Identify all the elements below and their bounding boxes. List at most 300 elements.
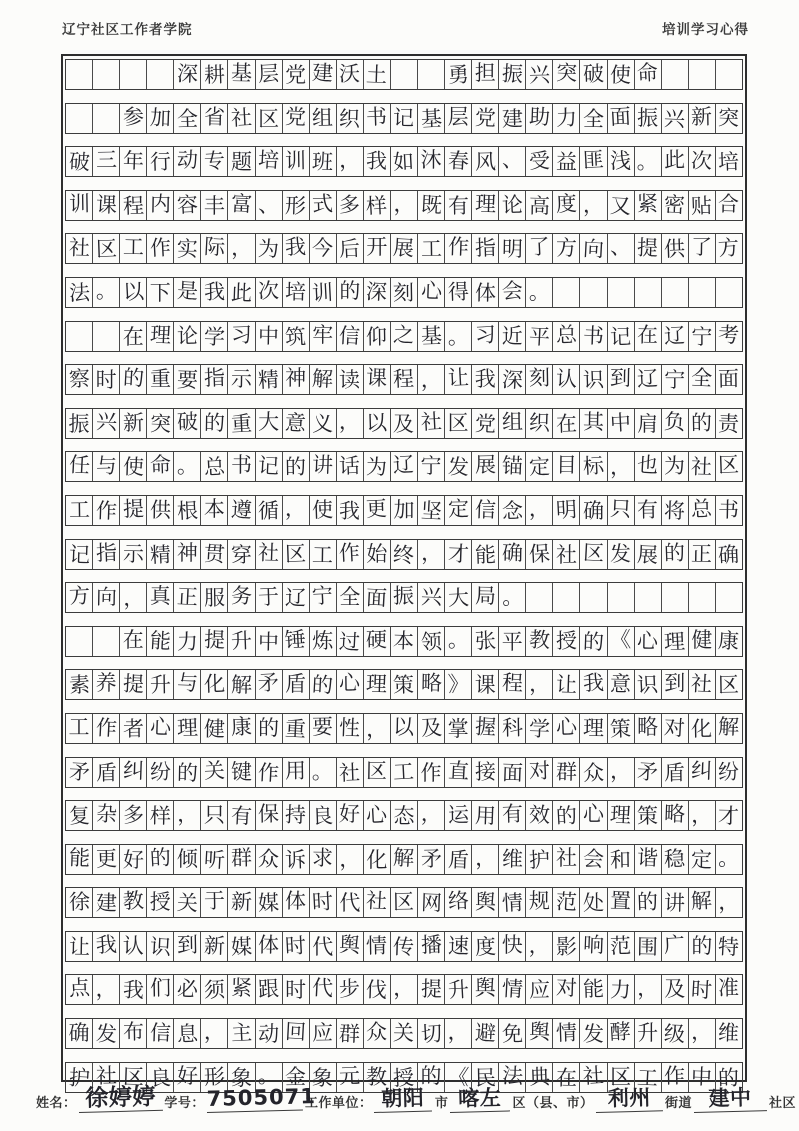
grid-cell [147, 670, 174, 699]
grid-cell [716, 845, 742, 874]
handwritten-char: 全 [690, 365, 714, 391]
grid-cell [93, 60, 120, 89]
grid-cell [445, 583, 472, 612]
grid-cell [120, 801, 147, 830]
handwritten-char: 心 [555, 714, 578, 740]
grid-cell [310, 670, 337, 699]
grid-cell [310, 278, 337, 307]
handwritten-char: 良 [149, 1065, 172, 1091]
handwritten-char: 刻 [528, 365, 551, 391]
grid-cell [201, 234, 228, 263]
handwritten-char: 让 [555, 672, 578, 698]
handwritten-char: 。 [447, 324, 469, 349]
grid-cell [310, 365, 337, 394]
handwritten-char: 确 [717, 541, 741, 568]
grid-cell [635, 670, 662, 699]
handwritten-char: 本 [203, 496, 225, 521]
handwritten-char: 受 [528, 148, 551, 174]
handwritten-char: 破 [176, 409, 199, 435]
handwritten-char: 培 [284, 279, 307, 305]
grid-cell [391, 365, 418, 394]
grid-cell [174, 322, 201, 351]
handwritten-char: 精 [149, 541, 172, 568]
handwritten-char: 我 [203, 279, 226, 305]
grid-cell [499, 670, 526, 699]
handwritten-char: ， [393, 191, 415, 216]
handwritten-char: 度 [474, 934, 497, 960]
handwritten-char: 心 [365, 802, 388, 828]
grid-cell [526, 714, 553, 743]
grid-cell [635, 147, 662, 176]
grid-cell [93, 888, 120, 917]
handwritten-char: 略 [637, 714, 659, 739]
handwritten-char: 确 [68, 1021, 90, 1046]
handwritten-char: 升 [230, 628, 253, 654]
handwritten-char: 有 [636, 497, 659, 523]
handwritten-char: 党 [284, 104, 307, 130]
grid-cell [716, 888, 742, 917]
grid-cell [635, 845, 662, 874]
grid-cell [445, 540, 472, 569]
handwritten-char: 担 [474, 61, 496, 85]
handwritten-char: 发 [94, 1021, 118, 1047]
handwritten-char: 更 [365, 496, 388, 522]
handwritten-char: 有 [447, 193, 469, 218]
grid-cell [256, 758, 283, 787]
grid-cell [418, 452, 445, 481]
grid-cell [499, 496, 526, 525]
grid-cell [228, 670, 255, 699]
handwritten-char: ， [528, 672, 551, 697]
name-label: 姓名： [36, 1095, 77, 1110]
handwritten-char: 体 [257, 932, 280, 958]
handwritten-char: 面 [365, 585, 388, 611]
grid-cell [337, 627, 364, 656]
grid-cell [499, 540, 526, 569]
grid-cell [472, 583, 499, 612]
handwritten-char: 真 [149, 584, 171, 609]
handwritten-char: 局 [474, 583, 496, 609]
grid-cell [256, 191, 283, 220]
grid-cell [662, 452, 689, 481]
grid-cell [283, 365, 310, 394]
grid-cell [310, 845, 337, 874]
grid-cell [283, 670, 310, 699]
grid-cell [418, 975, 445, 1004]
handwritten-char: 速 [447, 933, 469, 959]
grid-cell [364, 234, 391, 263]
handwritten-char: 理 [149, 322, 172, 348]
grid-cell [445, 888, 472, 917]
handwritten-char: 深 [176, 61, 199, 87]
handwritten-char: 作 [95, 715, 118, 741]
handwritten-char: 坚 [419, 498, 443, 524]
handwritten-char: 中 [609, 410, 632, 436]
handwritten-char: 肩 [637, 411, 659, 436]
grid-cell [120, 234, 147, 263]
grid-cell [174, 60, 201, 89]
grid-cell [472, 932, 499, 961]
handwritten-char: 解 [230, 673, 253, 698]
handwritten-char: 宁 [311, 583, 334, 609]
handwritten-char: 复 [68, 803, 90, 829]
grid-row [65, 190, 743, 221]
grid-cell [445, 409, 472, 438]
handwritten-char: 范 [555, 889, 578, 915]
grid-cell [472, 1019, 499, 1048]
handwritten-char: 应 [528, 978, 551, 1003]
handwritten-char: 根 [176, 498, 199, 524]
grid-cell [526, 147, 553, 176]
handwritten-char: 法 [68, 280, 90, 306]
handwritten-char: 以 [365, 410, 388, 436]
grid-cell [499, 234, 526, 263]
grid-cell [580, 627, 607, 656]
handwritten-char: 富 [230, 191, 253, 217]
handwritten-char: 层 [257, 61, 280, 87]
grid-cell [445, 278, 472, 307]
grid-row [65, 59, 743, 90]
handwritten-char: 书 [365, 104, 388, 129]
handwritten-char: 训 [311, 280, 334, 306]
grid-cell [608, 801, 635, 830]
grid-cell [337, 452, 364, 481]
grid-cell [608, 496, 635, 525]
handwritten-char: 破 [67, 149, 91, 175]
handwritten-char: 基 [420, 323, 442, 348]
grid-cell [662, 845, 689, 874]
grid-cell [689, 496, 716, 525]
grid-cell [635, 975, 662, 1004]
grid-cell [608, 540, 635, 569]
grid-cell [228, 234, 255, 263]
grid-cell [228, 322, 255, 351]
handwritten-char: 的 [122, 365, 145, 391]
grid-cell [445, 932, 472, 961]
handwritten-char: 运 [447, 802, 469, 828]
handwritten-char: 授 [149, 890, 171, 915]
grid-row [65, 408, 743, 439]
grid-cell [364, 627, 391, 656]
grid-cell [256, 278, 283, 307]
handwritten-char: 精 [257, 367, 280, 393]
grid-cell [66, 452, 93, 481]
handwritten-char: ， [690, 802, 713, 828]
handwritten-char: 锤 [284, 627, 307, 653]
grid-row [65, 495, 743, 526]
handwritten-char: ， [528, 933, 551, 959]
handwritten-char: 示 [122, 541, 144, 566]
handwritten-char: 责 [717, 411, 740, 437]
grid-cell [580, 932, 607, 961]
grid-cell [256, 365, 283, 394]
grid-cell [445, 452, 472, 481]
grid-cell [499, 627, 526, 656]
handwritten-char: 省 [203, 104, 226, 129]
grid-cell [201, 278, 228, 307]
community-value: 建中 [693, 1084, 767, 1113]
grid-cell [635, 801, 662, 830]
grid-cell [228, 714, 255, 743]
handwritten-char: 丰 [203, 193, 225, 218]
grid-cell [283, 975, 310, 1004]
handwritten-char: 织 [338, 106, 361, 131]
handwritten-char: 展 [392, 235, 416, 261]
handwritten-char: 的 [339, 278, 361, 303]
grid-cell [201, 365, 228, 394]
handwritten-char: 义 [312, 411, 334, 436]
handwritten-char: 群 [230, 845, 253, 870]
handwritten-char: 须 [203, 978, 226, 1003]
handwritten-char: 习 [474, 322, 497, 348]
handwritten-char: ， [474, 845, 497, 871]
handwritten-char: 我 [284, 235, 307, 260]
handwritten-char: 工 [68, 714, 90, 739]
grid-cell [201, 1019, 228, 1048]
handwritten-char: 发 [446, 454, 470, 480]
handwritten-char: 工 [420, 237, 442, 262]
grid-cell [472, 670, 499, 699]
handwritten-char: 有 [501, 801, 524, 827]
handwritten-char: 正 [691, 541, 713, 566]
grid-cell [120, 365, 147, 394]
grid-cell [391, 452, 418, 481]
grid-cell [499, 714, 526, 743]
handwritten-char: 社 [690, 454, 713, 480]
grid-cell [580, 60, 607, 89]
grid-cell [716, 104, 742, 133]
handwritten-char: 区 [284, 541, 307, 566]
grid-cell [662, 104, 689, 133]
grid-cell [66, 932, 93, 961]
handwritten-char: 展 [474, 453, 496, 478]
handwritten-char: 作 [95, 498, 118, 524]
grid-cell [662, 496, 689, 525]
handwritten-char: 筑 [284, 324, 307, 350]
grid-cell [580, 714, 607, 743]
handwritten-char: 在 [555, 411, 578, 437]
handwritten-char: 浅 [610, 149, 632, 174]
grid-cell [201, 191, 228, 220]
handwritten-char: 护 [528, 847, 551, 873]
grid-cell [364, 583, 391, 612]
handwritten-char: 讲 [311, 452, 334, 478]
handwritten-char: 响 [582, 932, 605, 958]
grid-cell [174, 1019, 201, 1048]
handwritten-char: ， [338, 409, 361, 435]
grid-cell [120, 627, 147, 656]
grid-cell [201, 670, 228, 699]
grid-cell [526, 234, 553, 263]
handwritten-char: 识 [636, 672, 659, 698]
handwritten-char: 。 [95, 278, 117, 304]
grid-cell [93, 932, 120, 961]
grid-cell [418, 801, 445, 830]
grid-cell [283, 801, 310, 830]
grid-cell [689, 365, 716, 394]
grid-cell [93, 540, 120, 569]
grid-cell [201, 496, 228, 525]
grid-cell [499, 409, 526, 438]
handwritten-char: 明 [501, 237, 523, 262]
handwritten-char: 耕 [203, 62, 226, 88]
handwritten-char: 社 [555, 845, 577, 870]
handwritten-char: 织 [528, 410, 551, 436]
handwritten-char: 的 [176, 760, 199, 785]
grid-cell [418, 845, 445, 874]
grid-cell [337, 845, 364, 874]
handwritten-char: 纷 [717, 759, 740, 784]
grid-cell [608, 583, 635, 612]
grid-cell [391, 1019, 418, 1048]
grid-cell [526, 801, 553, 830]
handwritten-char: 主 [230, 1020, 253, 1046]
handwritten-char: 才 [447, 541, 470, 566]
handwritten-char: 教 [528, 627, 551, 653]
grid-cell [445, 365, 472, 394]
handwritten-char: 策 [609, 716, 632, 742]
handwritten-char: 突 [718, 105, 740, 130]
grid-cell [445, 104, 472, 133]
handwritten-char: 信 [338, 323, 361, 349]
handwritten-char: 步 [339, 977, 361, 1002]
grid-cell [662, 670, 689, 699]
handwritten-char: 保 [528, 540, 551, 567]
grid-cell [283, 583, 310, 612]
grid-cell [716, 670, 742, 699]
handwritten-char: 纠 [122, 758, 145, 783]
handwritten-char: 领 [420, 629, 442, 655]
handwritten-char: 之 [393, 322, 415, 347]
grid-cell [526, 1019, 553, 1048]
handwritten-char: 指 [203, 365, 226, 391]
handwritten-char: 方 [717, 235, 740, 261]
grid-cell [283, 278, 310, 307]
handwritten-char: 接 [474, 759, 496, 784]
handwritten-char: 兴 [420, 584, 442, 610]
handwritten-char: 命 [636, 60, 659, 86]
grid-cell [228, 278, 255, 307]
grid-cell [553, 714, 580, 743]
grid-cell [174, 365, 201, 394]
handwritten-char: 区 [393, 890, 415, 915]
handwritten-char: ， [284, 496, 307, 522]
grid-cell [662, 278, 689, 307]
handwritten-char: 只 [203, 803, 225, 828]
handwritten-char: 信 [149, 1020, 172, 1046]
grid-cell [283, 627, 310, 656]
handwritten-char: 解 [690, 888, 713, 914]
grid-cell [553, 583, 580, 612]
grid-cell [472, 801, 499, 830]
grid-cell [120, 191, 147, 220]
handwritten-char: 及 [393, 411, 415, 436]
grid-cell [526, 322, 553, 351]
handwritten-char: 在 [122, 627, 144, 652]
grid-cell [716, 714, 742, 743]
handwritten-char: 穿 [230, 542, 253, 567]
grid-cell [608, 365, 635, 394]
handwritten-char: 组 [501, 409, 523, 434]
handwritten-char: 化 [366, 847, 388, 872]
grid-cell [93, 627, 120, 656]
grid-cell [418, 714, 445, 743]
grid-cell [580, 278, 607, 307]
handwritten-char: 中 [690, 1064, 713, 1090]
handwritten-char: 我 [366, 149, 388, 174]
handwritten-char: 目 [555, 453, 578, 478]
handwritten-char: 提 [636, 236, 659, 261]
grid-cell [283, 60, 310, 89]
grid-cell [553, 191, 580, 220]
grid-cell [418, 147, 445, 176]
grid-cell [662, 758, 689, 787]
handwritten-char: 》 [446, 671, 470, 697]
grid-cell [228, 104, 255, 133]
handwritten-char: 为 [257, 237, 280, 262]
handwritten-char: 确 [583, 498, 605, 523]
grid-cell [120, 540, 147, 569]
grid-cell [472, 409, 499, 438]
handwritten-char: 好 [339, 801, 361, 827]
grid-cell [472, 758, 499, 787]
grid-row [65, 800, 743, 831]
grid-cell [608, 845, 635, 874]
handwritten-char: 辽 [663, 323, 686, 349]
handwritten-char: 于 [257, 584, 280, 610]
grid-cell [472, 975, 499, 1004]
handwritten-char: 风 [474, 150, 496, 175]
handwritten-char: 能 [582, 977, 605, 1002]
grid-cell [391, 758, 418, 787]
handwritten-char: 围 [636, 934, 659, 960]
handwritten-char: 区 [447, 410, 469, 435]
handwritten-char: 时 [95, 368, 117, 393]
handwritten-char: 关 [176, 890, 199, 916]
grid-cell [472, 845, 499, 874]
handwritten-char: 总 [555, 322, 578, 347]
handwritten-char: 处 [582, 891, 605, 916]
handwritten-char: 察 [67, 366, 91, 392]
handwritten-char: 能 [474, 542, 497, 567]
handwritten-char: 次 [690, 148, 713, 174]
handwritten-char: 时 [285, 978, 307, 1003]
handwritten-char: 神 [176, 540, 198, 565]
city-value: 朝阳 [374, 1084, 433, 1113]
handwritten-char: 。 [311, 759, 334, 784]
grid-cell [553, 409, 580, 438]
grid-cell [310, 714, 337, 743]
handwritten-char: 理 [582, 715, 605, 741]
handwritten-char: ， [338, 846, 361, 872]
street-suffix: 街道 [665, 1095, 693, 1110]
grid-cell [608, 932, 635, 961]
handwritten-char: 态 [393, 804, 415, 829]
handwritten-char: 法 [501, 1063, 524, 1089]
handwritten-char: 特 [717, 934, 740, 960]
handwritten-char: 维 [718, 1020, 740, 1046]
handwritten-char: 心 [583, 802, 605, 827]
handwritten-char: 提 [122, 496, 145, 522]
handwritten-char: 舆 [474, 890, 496, 915]
handwritten-char: 解 [392, 845, 416, 871]
grid-cell [391, 845, 418, 874]
grid-row [65, 103, 743, 134]
grid-cell [499, 1019, 526, 1048]
grid-cell [256, 845, 283, 874]
handwritten-char: 指 [474, 236, 497, 261]
handwritten-char: ， [610, 758, 632, 783]
